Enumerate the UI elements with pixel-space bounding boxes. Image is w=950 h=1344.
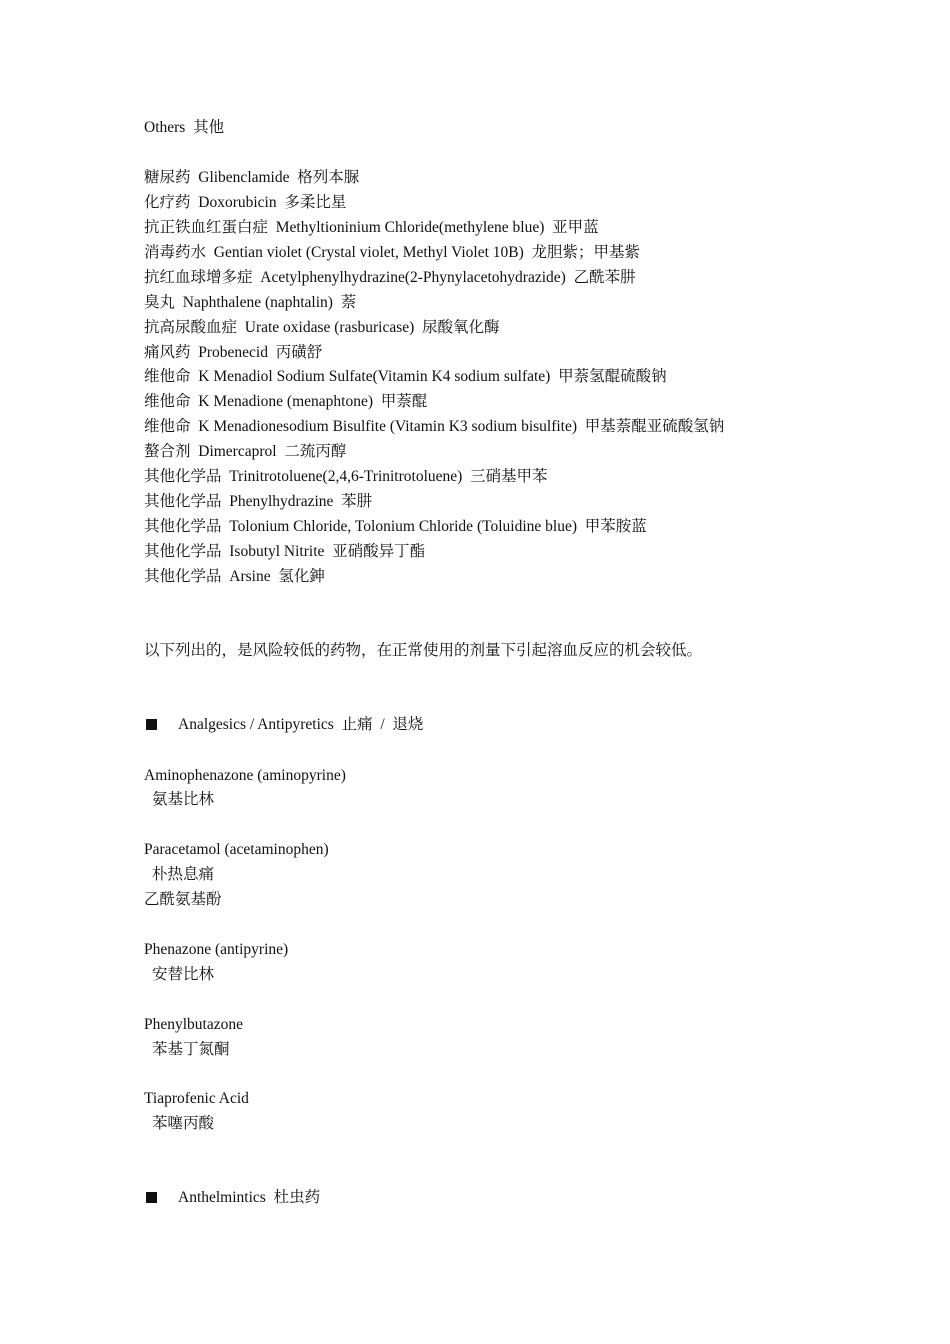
section-bullet-icon (146, 719, 157, 730)
list-item: 糖尿药 Glibenclamide 格列本脲 (144, 169, 360, 186)
section-bullet-icon (146, 1192, 157, 1203)
list-item: 其他化学品 Trinitrotoluene(2,4,6-Trinitrotoluene) 三硝基甲苯 (144, 468, 548, 485)
section-heading-analgesics: Analgesics / Antipyretics 止痛 / 退烧 (178, 716, 424, 733)
list-item: 螯合剂 Dimercaprol 二巯丙醇 (144, 443, 347, 460)
list-item: 抗正铁血红蛋白症 Methyltioninium Chloride(methylene blue) 亚甲蓝 (144, 219, 599, 236)
list-item: 化疗药 Doxorubicin 多柔比星 (144, 194, 347, 211)
list-item: 臭丸 Naphthalene (naphtalin) 萘 (144, 294, 357, 311)
drug-name-cn: 苯噻丙酸 (152, 1115, 215, 1132)
low-risk-note: 以下列出的，是风险较低的药物，在正常使用的剂量下引起溶血反应的机会较低。 (144, 642, 703, 659)
section-heading-anthelmintics: Anthelmintics 杜虫药 (178, 1189, 321, 1206)
drug-name: Phenazone (antipyrine) (144, 941, 289, 958)
drug-name: Aminophenazone (aminopyrine) (144, 767, 346, 784)
drug-name-cn: 氨基比林 (152, 791, 215, 808)
drug-name: Paracetamol (acetaminophen) (144, 841, 329, 858)
drug-name-cn: 朴热息痛 (152, 866, 215, 883)
list-item: 其他化学品 Phenylhydrazine 苯肼 (144, 493, 373, 510)
list-item: 痛风药 Probenecid 丙磺舒 (144, 344, 323, 361)
drug-name-cn: 安替比林 (152, 966, 215, 983)
list-item: 其他化学品 Tolonium Chloride, Tolonium Chloride (Toluidine blue) 甲苯胺蓝 (144, 518, 647, 535)
list-item: 维他命 K Menadionesodium Bisulfite (Vitamin K3 sodium bisulfite) 甲基萘醌亚硫酸氢钠 (144, 418, 725, 435)
others-heading: Others 其他 (144, 119, 225, 136)
list-item: 抗高尿酸血症 Urate oxidase (rasburicase) 尿酸氧化酶 (144, 319, 500, 336)
list-item: 其他化学品 Arsine 氢化鉮 (144, 568, 325, 585)
drug-name-cn: 苯基丁氮酮 (152, 1041, 230, 1058)
drug-name: Phenylbutazone (144, 1016, 244, 1033)
list-item: 抗红血球增多症 Acetylphenylhydrazine(2-Phynylacetohydrazide) 乙酰苯肼 (144, 269, 636, 286)
drug-name: Tiaprofenic Acid (144, 1090, 249, 1107)
drug-name-cn: 乙酰氨基酚 (144, 891, 222, 908)
list-item: 维他命 K Menadione (menaphtone) 甲萘醌 (144, 393, 428, 410)
list-item: 其他化学品 Isobutyl Nitrite 亚硝酸异丁酯 (144, 543, 426, 560)
list-item: 消毒药水 Gentian violet (Crystal violet, Methyl Violet 10B) 龙胆紫；甲基紫 (144, 244, 641, 261)
list-item: 维他命 K Menadiol Sodium Sulfate(Vitamin K4 sodium sulfate) 甲萘氢醌硫酸钠 (144, 368, 667, 385)
